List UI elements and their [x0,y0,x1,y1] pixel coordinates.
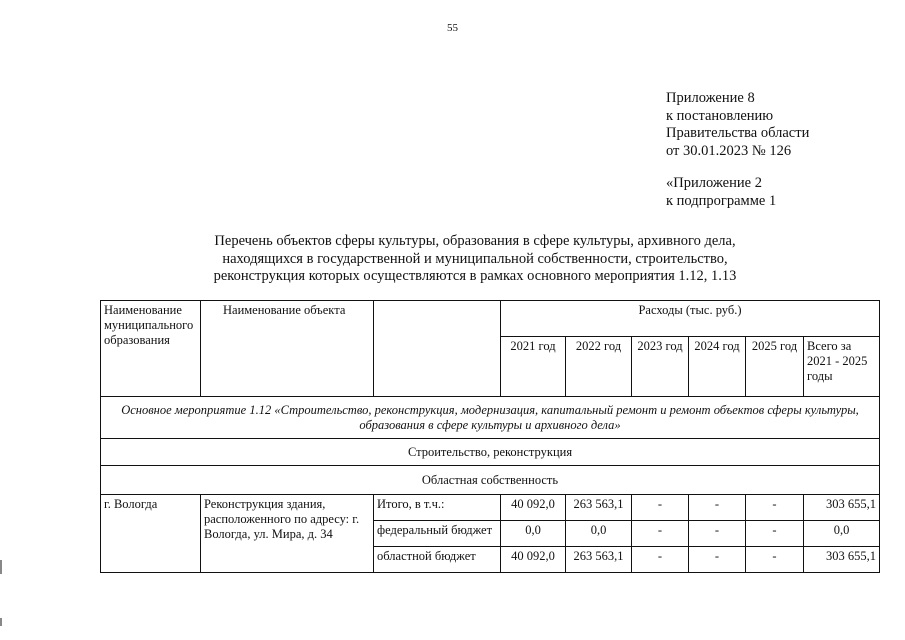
value-cell: 303 655,1 [804,547,880,573]
section-row [101,397,880,439]
value-cell: 0,0 [566,521,632,547]
value-cell: - [689,547,746,573]
value-cell: - [632,495,689,521]
header-total: Всего за 2021 - 2025 годы [804,337,880,397]
value-cell: 40 092,0 [501,495,566,521]
scan-edge-mark [0,618,2,626]
section-title: Основное мероприятие 1.12 «Строительство, реконструкция, модернизация, капитальный ремонт и ремонт объектов сферы культуры, образования в сфере культуры и архивного дела» [101,397,880,439]
municipality-cell: г. Вологда [101,495,201,573]
value-cell: 0,0 [804,521,880,547]
appendix-line: Правительства области [666,125,810,141]
subsection-title: Строительство, реконструкция [101,439,880,466]
header-year: 2021 год [501,337,566,397]
ownership-title: Областная собственность [101,466,880,495]
spacer [666,160,809,175]
table-row [101,495,880,521]
value-cell: - [632,547,689,573]
header-year: 2025 год [746,337,804,397]
value-cell: - [689,495,746,521]
row-label: областной бюджет [374,547,501,573]
scan-edge-mark [0,560,2,574]
appendix-line: к постановлению [666,107,774,124]
value-cell: 0,0 [501,521,566,547]
value-cell: 40 092,0 [501,547,566,573]
objects-table [100,300,880,573]
header-municipality: Наименование муниципального образования [101,301,201,397]
header-year: 2024 год [689,337,746,397]
header-object: Наименование объекта [201,301,374,397]
value-cell: 263 563,1 [566,547,632,573]
row-label: Итого, в т.ч.: [374,495,501,521]
value-cell: 303 655,1 [804,495,880,521]
appendix-line: «Приложение 2 [666,175,762,191]
page-number: 55 [447,22,458,34]
appendix-line: от 30.01.2023 № 126 [666,142,792,159]
header-blank [374,301,501,397]
value-cell: 263 563,1 [566,495,632,521]
value-cell: - [632,521,689,547]
value-cell: - [689,521,746,547]
header-year: 2023 год [632,337,689,397]
table-header-row [101,301,880,337]
title-line: реконструкция которых осуществляются в рамках основного мероприятия 1.12, 1.13 [213,268,737,284]
document-title [150,233,800,286]
header-year: 2022 год [566,337,632,397]
appendix-line: Приложение 8 [666,90,755,106]
subsection-row [101,439,880,466]
object-cell: Реконструкция здания, расположенного по адресу: г. Вологда, ул. Мира, д. 34 [201,495,374,573]
title-line: Перечень объектов сферы культуры, образования в сфере культуры, архивного дела, [214,233,736,249]
value-cell: - [746,547,804,573]
appendix-block [666,90,809,210]
ownership-row [101,466,880,495]
appendix-line: к подпрограмме 1 [666,192,777,209]
value-cell: - [746,495,804,521]
title-line: находящихся в государственной и муниципальной собственности, строительство, [222,250,728,267]
value-cell: - [746,521,804,547]
header-expenses: Расходы (тыс. руб.) [501,301,880,337]
row-label: федеральный бюджет [374,521,501,547]
